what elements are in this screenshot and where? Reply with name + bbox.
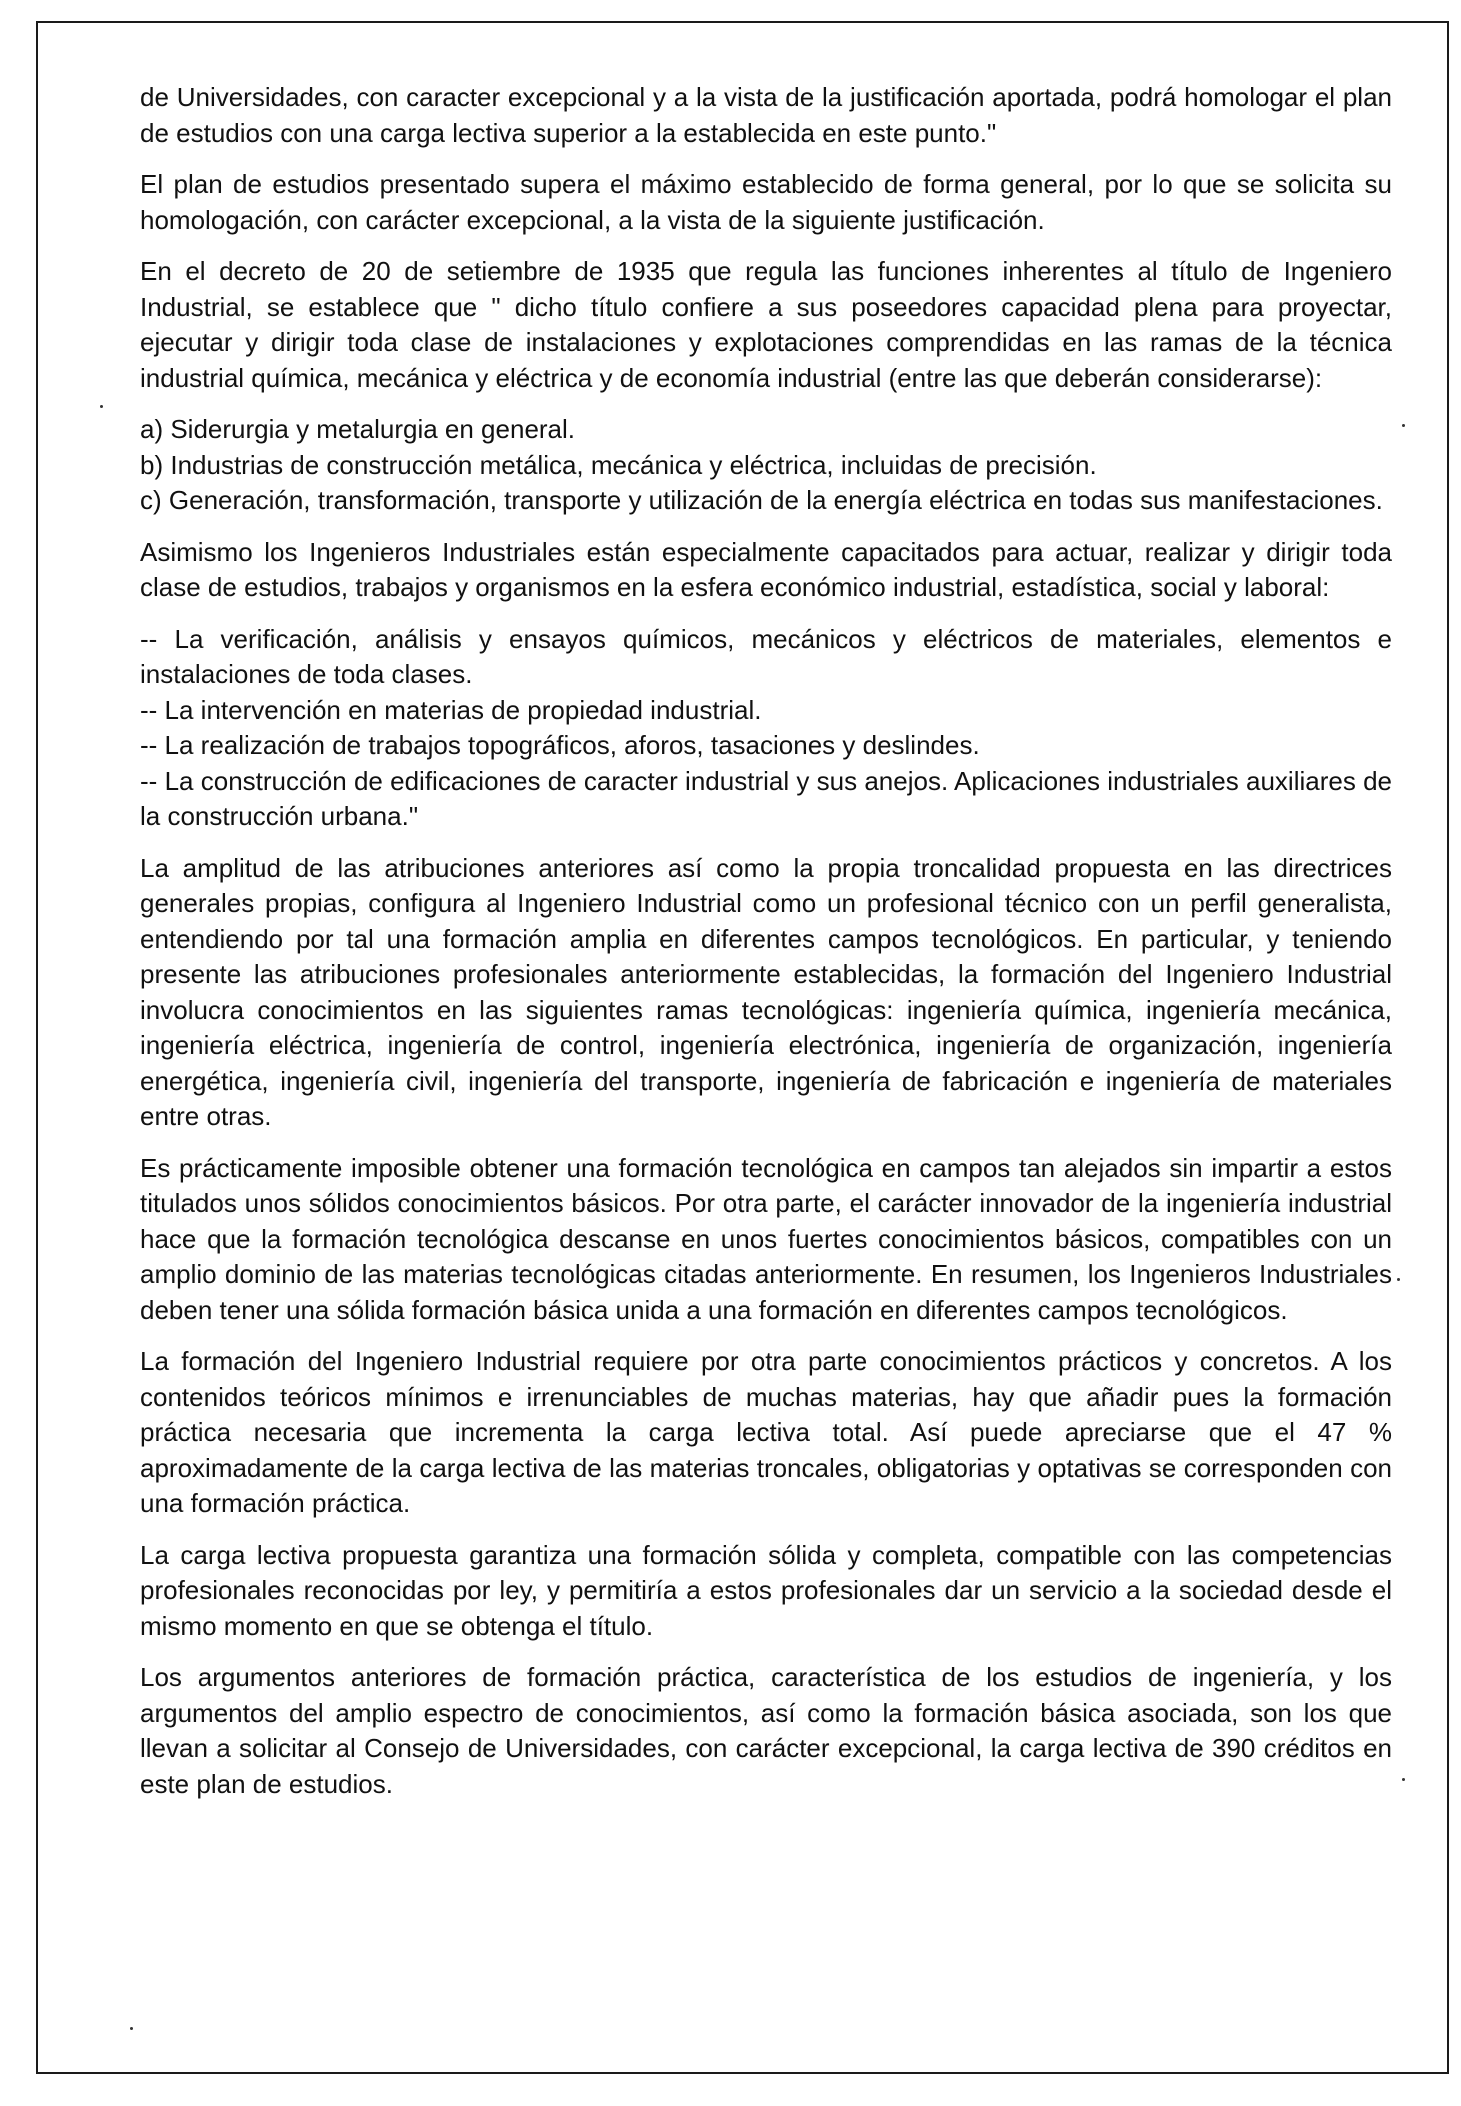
scan-speck — [100, 405, 103, 408]
paragraph-continuation: de Universidades, con caracter excepcional y a la vista de la justificación aportada, podrá homologar el plan de estudios con una carga lectiva superior a la establecida en este punto." — [140, 82, 1392, 148]
scan-speck — [1402, 424, 1405, 427]
scan-speck — [130, 2027, 133, 2030]
document-body — [140, 80, 1392, 1818]
list-item-c: c) Generación, transformación, transporte y utilización de la energía eléctrica en todas sus manifestaciones. — [140, 485, 1383, 515]
dash-item-topography: -- La realización de trabajos topográficos, aforos, tasaciones y deslindes. — [140, 730, 980, 760]
list-item-b: b) Industrias de construcción metálica, mecánica y eléctrica, incluidas de precisión. — [140, 449, 1097, 480]
paragraph-practical-training: La formación del Ingeniero Industrial requiere por otra parte conocimientos prácticos y concretos. A los contenidos teóricos mínimos e irrenunciables de muchas materias, hay que añadir pues la formación práctica necesaria que incrementa la carga lectiva total. Así puede apreciarse que el 47 % aproximadamente de la carga lectiva de las materias troncales, obligatorias y optativas se corresponden con una formación práctica. — [140, 1346, 1392, 1518]
paragraph-conclusion: Los argumentos anteriores de formación práctica, característica de los estudios de ingeniería, y los argumentos del amplio espectro de conocimientos, así como la formación básica asociada, son los que llevan a solicitar al Consejo de Universidades, con carácter excepcional, la carga lectiva de 390 créditos en este plan de estudios. — [140, 1662, 1392, 1799]
paragraph-homologation-request: El plan de estudios presentado supera el máximo establecido de forma general, por lo que se solicita su homologación, con carácter excepcional, a la vista de la siguiente justificación. — [140, 169, 1392, 235]
scan-speck — [1397, 1278, 1400, 1281]
dash-item-verification: -- La verificación, análisis y ensayos químicos, mecánicos y eléctricos de materiales, elementos e instalaciones de toda clases. — [140, 623, 1392, 689]
paragraph-generalist-profile: La amplitud de las atribuciones anteriores así como la propia troncalidad propuesta en las directrices generales propias, configura al Ingeniero Industrial como un profesional técnico con un perfil generalista, entendiendo por tal una formación amplia en diferentes campos tecnológicos. En particular, y teniendo presente las atribuciones profesionales anteriormente establecidas, la formación del Ingeniero Industrial involucra conocimientos en las siguientes ramas tecnológicas: ingeniería química, ingeniería mecánica, ingeniería eléctrica, ingeniería de control, ingeniería electrónica, ingeniería de organización, ingeniería energética, ingeniería civil, ingeniería del transporte, ingeniería de fabricación e ingeniería de materiales entre otras. — [140, 852, 1392, 1131]
paragraph-capacities: Asimismo los Ingenieros Industriales están especialmente capacitados para actuar, realizar y dirigir toda clase de estudios, trabajos y organismos en la esfera económico industrial, estadística, social y laboral: — [140, 536, 1392, 602]
list-item-a: a) Siderurgia y metalurgia en general. — [140, 414, 576, 444]
scan-speck — [1402, 1778, 1405, 1781]
paragraph-lective-load: La carga lectiva propuesta garantiza una formación sólida y completa, compatible con las competencias profesionales reconocidas por ley, y permitiría a estos profesionales dar un servicio a la sociedad desde el mismo momento en que se obtenga el título. — [140, 1539, 1392, 1641]
paragraph-decree-1935: En el decreto de 20 de setiembre de 1935 que regula las funciones inherentes al título de Ingeniero Industrial, se establece que " dicho título confiere a sus poseedores capacidad plena para proyectar, ejecutar y dirigir toda clase de instalaciones y explotaciones comprendidas en las ramas de la técnica industrial química, mecánica y eléctrica y de economía industrial (entre las que deberán considerarse): — [140, 256, 1392, 393]
paragraph-basic-knowledge: Es prácticamente imposible obtener una formación tecnológica en campos tan alejados sin impartir a estos titulados unos sólidos conocimientos básicos. Por otra parte, el carácter innovador de la ingeniería industrial hace que la formación tecnológica descanse en unos fuertes conocimientos básicos, compatibles con un amplio dominio de las materias tecnológicas citadas anteriormente. En resumen, los Ingenieros Industriales deben tener una sólida formación básica unida a una formación en diferentes campos tecnológicos. — [140, 1152, 1392, 1325]
dash-item-construction: -- La construcción de edificaciones de caracter industrial y sus anejos. Aplicaciones industriales auxiliares de la construcción urbana." — [140, 765, 1392, 831]
dash-item-industrial-property: -- La intervención en materias de propiedad industrial. — [140, 694, 762, 725]
